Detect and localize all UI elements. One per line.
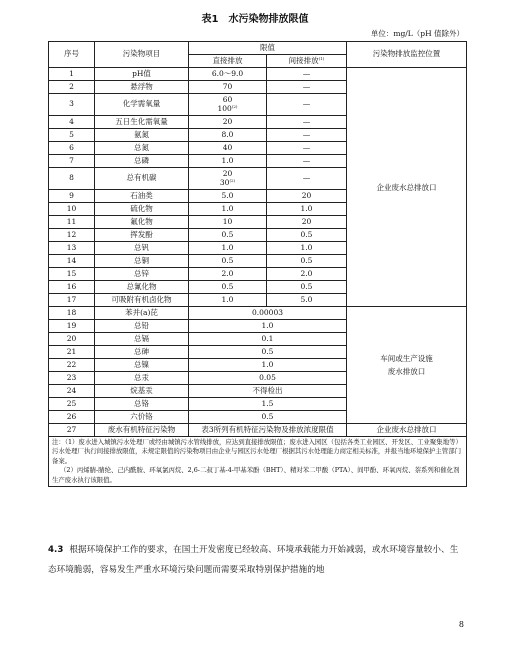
row-number: 21 xyxy=(49,346,95,359)
monitoring-location: 企业废水总排放口 xyxy=(347,424,467,437)
row-number: 15 xyxy=(49,268,95,281)
pollutant-name: 硫化物 xyxy=(95,203,189,216)
body-paragraph xyxy=(48,541,466,580)
row-number: 9 xyxy=(49,190,95,203)
row-number: 14 xyxy=(49,255,95,268)
pollutant-name: 悬浮物 xyxy=(95,81,189,94)
row-number: 1 xyxy=(49,68,95,81)
header-limit: 限值 xyxy=(189,42,347,55)
pollutant-name: 总铅 xyxy=(95,320,189,333)
indirect-limit: 20 xyxy=(267,190,347,203)
header-no: 序号 xyxy=(49,42,95,68)
table-row xyxy=(49,424,467,437)
pollutant-name: 总镍 xyxy=(95,359,189,372)
limit-value: 0.05 xyxy=(189,372,347,385)
pollutant-name: 总磷 xyxy=(95,155,189,168)
pollutant-name: pH值 xyxy=(95,68,189,81)
pollutant-name: 总钒 xyxy=(95,242,189,255)
footnote-mark: (2) xyxy=(229,177,236,183)
section-number: 4.3 xyxy=(48,545,64,555)
direct-limit xyxy=(189,168,267,190)
header-indirect: 间接排放$^{(1)}$ xyxy=(267,55,347,68)
pollutant-name: 化学需氧量 xyxy=(95,94,189,116)
direct-limit: 5.0 xyxy=(189,190,267,203)
monitoring-location: 企业废水总排放口 xyxy=(347,68,467,307)
limit-value: 0.5 xyxy=(189,346,347,359)
row-number: 18 xyxy=(49,307,95,320)
row-number: 13 xyxy=(49,242,95,255)
table-notes xyxy=(49,437,467,487)
direct-limit: 2.0 xyxy=(189,268,267,281)
direct-limit: 1.0 xyxy=(189,294,267,307)
row-number: 17 xyxy=(49,294,95,307)
table-row xyxy=(49,68,467,81)
indirect-limit: 0.5 xyxy=(267,255,347,268)
row-number: 27 xyxy=(49,424,95,437)
indirect-limit: — xyxy=(267,168,347,190)
direct-limit: 70 xyxy=(189,81,267,94)
row-number: 23 xyxy=(49,372,95,385)
pollutant-name: 挥发酚 xyxy=(95,229,189,242)
pollutant-name: 总氰化物 xyxy=(95,281,189,294)
table-title: 表1 水污染物排放限值 xyxy=(201,14,309,25)
direct-limit: 10 xyxy=(189,216,267,229)
row-number: 5 xyxy=(49,129,95,142)
direct-limit xyxy=(189,94,267,116)
row-number: 25 xyxy=(49,398,95,411)
pollutant-name: 总氮 xyxy=(95,142,189,155)
limit-value: 表3所列有机特征污染物及排放浓度限值 xyxy=(189,424,347,437)
note-1: 注：（1）废水进入城镇污水处理厂或经由城镇污水管线排放，应达到直接排放限值；废水进入园区（包括各类工业园区、开发区、工业聚集地等）污水处理厂执行间接排放限值，未规定限值的污染物项目由企业与园区污水处理厂根据其污水处理能力商定相关标准，并报当地环境保护主管部门备案。 xyxy=(52,438,462,465)
table-row xyxy=(49,307,467,320)
table-notes-row xyxy=(49,437,467,487)
indirect-limit: 20 xyxy=(267,216,347,229)
pollutant-name: 石油类 xyxy=(95,190,189,203)
page-number: 8 xyxy=(458,620,464,629)
pollutant-name: 可吸附有机卤化物 xyxy=(95,294,189,307)
row-number: 4 xyxy=(49,116,95,129)
pollutant-name: 苯并(a)芘 xyxy=(95,307,189,320)
location-line: 废水排放口 xyxy=(387,367,426,376)
direct-limit: 0.5 xyxy=(189,229,267,242)
monitoring-location xyxy=(347,307,467,424)
pollutant-name: 总锌 xyxy=(95,268,189,281)
row-number: 2 xyxy=(49,81,95,94)
row-number: 12 xyxy=(49,229,95,242)
header-direct: 直接排放 xyxy=(189,55,267,68)
direct-limit: 8.0 xyxy=(189,129,267,142)
limit-value: 0.00003 xyxy=(189,307,347,320)
indirect-limit: — xyxy=(267,155,347,168)
indirect-limit: 1.0 xyxy=(267,203,347,216)
pollutant-name: 氟化物 xyxy=(95,216,189,229)
limit-value: 1.0 xyxy=(189,320,347,333)
pollutant-name: 总铬 xyxy=(95,398,189,411)
direct-limit-value: 60 xyxy=(222,94,233,104)
row-number: 26 xyxy=(49,411,95,424)
direct-limit: 20 xyxy=(189,116,267,129)
indirect-limit: 5.0 xyxy=(267,294,347,307)
row-number: 19 xyxy=(49,320,95,333)
direct-limit: 6.0～9.0 xyxy=(189,68,267,81)
pollutant-name: 氨氮 xyxy=(95,129,189,142)
pollutant-name: 总铜 xyxy=(95,255,189,268)
indirect-limit: — xyxy=(267,81,347,94)
row-number: 16 xyxy=(49,281,95,294)
indirect-limit: 2.0 xyxy=(267,268,347,281)
indirect-limit: — xyxy=(267,142,347,155)
limit-value: 1.5 xyxy=(189,398,347,411)
direct-limit: 0.5 xyxy=(189,255,267,268)
limit-value: 不得检出 xyxy=(189,385,347,398)
direct-limit: 1.0 xyxy=(189,203,267,216)
indirect-limit: — xyxy=(267,116,347,129)
footnote-mark: (1) xyxy=(318,55,325,61)
direct-limit-value: 20 xyxy=(222,168,233,178)
pollutant-name: 五日生化需氧量 xyxy=(95,116,189,129)
header-location: 污染物排放监控位置 xyxy=(347,42,467,68)
paragraph-text: 根据环境保护工作的要求，在国土开发密度已经较高、环境承载能力开始减弱，或水环境容量较小、生态环境脆弱，容易发生严重水环境污染问题而需要采取特别保护措施的地 xyxy=(48,545,459,575)
row-number: 7 xyxy=(49,155,95,168)
direct-limit: 40 xyxy=(189,142,267,155)
limit-value: 1.0 xyxy=(189,359,347,372)
direct-limit: 0.5 xyxy=(189,281,267,294)
pollutant-name: 六价铬 xyxy=(95,411,189,424)
pollutant-name: 总有机碳 xyxy=(95,168,189,190)
direct-limit: 1.0 xyxy=(189,155,267,168)
indirect-limit: — xyxy=(267,129,347,142)
indirect-limit: 0.5 xyxy=(267,229,347,242)
indirect-limit: 0.5 xyxy=(267,281,347,294)
location-line: 车间或生产设施 xyxy=(380,354,433,363)
row-number: 8 xyxy=(49,168,95,190)
row-number: 20 xyxy=(49,333,95,346)
row-number: 6 xyxy=(49,142,95,155)
pollutant-name: 废水有机特征污染物 xyxy=(95,424,189,437)
row-number: 10 xyxy=(49,203,95,216)
pollutant-name: 总砷 xyxy=(95,346,189,359)
limit-value: 0.1 xyxy=(189,333,347,346)
row-number: 22 xyxy=(49,359,95,372)
indirect-limit: — xyxy=(267,94,347,116)
indirect-limit: — xyxy=(267,68,347,81)
footnote-mark: (2) xyxy=(231,103,238,109)
indirect-limit: 1.0 xyxy=(267,242,347,255)
emission-limits-table xyxy=(48,41,467,487)
direct-limit-alt: 100 xyxy=(217,103,232,113)
pollutant-name: 总汞 xyxy=(95,372,189,385)
note-2: （2）丙烯腈-腈纶、己内酰胺、环氧氯丙烷、2,6-二叔丁基-4-甲基苯酚（BHT）、精对苯二甲酸（PTA）、间甲酚、环氧丙烷、萘系列和催化剂生产废水执行该限值。 xyxy=(52,466,460,484)
pollutant-name: 总镉 xyxy=(95,333,189,346)
direct-limit-alt: 30 xyxy=(219,177,230,187)
row-number: 24 xyxy=(49,385,95,398)
unit-label: 单位：mg/L（pH 值除外） xyxy=(370,29,464,38)
direct-limit: 1.0 xyxy=(189,242,267,255)
row-number: 3 xyxy=(49,94,95,116)
header-item: 污染物项目 xyxy=(95,42,189,68)
limit-value: 0.5 xyxy=(189,411,347,424)
pollutant-name: 烷基汞 xyxy=(95,385,189,398)
row-number: 11 xyxy=(49,216,95,229)
